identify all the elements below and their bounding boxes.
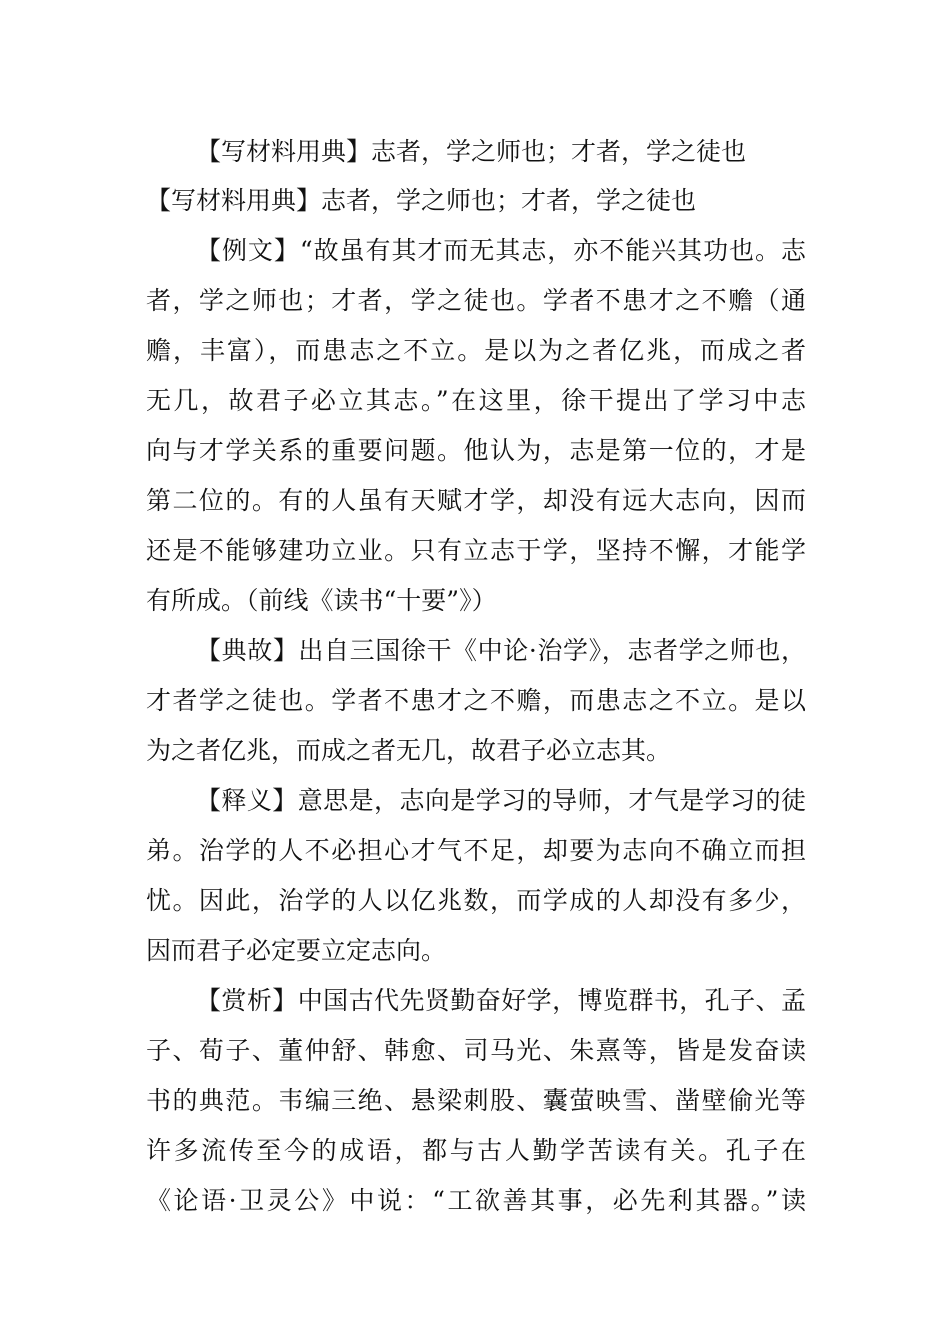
paragraph-line: 许多流传至今的成语，都与古人勤学苦读有关。孔子在	[146, 1136, 806, 1165]
paragraph-line: 才者学之徒也。学者不患才之不赡，而患志之不立。是以	[146, 686, 806, 715]
paragraph-line: 因而君子必定要立定志向。	[146, 936, 447, 965]
paragraph-line: 无几，故君子必立其志。”在这里，徐干提出了学习中志	[146, 386, 806, 415]
paragraph-line: 【典故】出自三国徐干《中论·治学》，志者学之师也，	[196, 636, 806, 665]
heading-1: 【写材料用典】志者，学之师也；才者，学之徒也	[196, 137, 747, 166]
paragraph-line: 《论语·卫灵公》中说：“工欲善其事，必先利其器。”读	[146, 1186, 806, 1215]
paragraph-line: 第二位的。有的人虽有天赋才学，却没有远大志向，因而	[146, 486, 806, 515]
paragraph-line: 弟。治学的人不必担心才气不足，却要为志向不确立而担	[146, 836, 806, 865]
paragraph-line: 有所成。（前线《读书“十要”》）	[146, 586, 497, 615]
paragraph-line: 【释义】意思是，志向是学习的导师，才气是学习的徒	[196, 786, 806, 815]
paragraph-line: 赡，丰富），而患志之不立。是以为之者亿兆，而成之者	[146, 336, 806, 365]
paragraph-line: 为之者亿兆，而成之者无几，故君子必立志其。	[146, 736, 672, 765]
paragraph-line: 书的典范。韦编三绝、悬梁刺股、囊萤映雪、凿壁偷光等	[146, 1086, 806, 1115]
paragraph-line: 还是不能够建功立业。只有立志于学，坚持不懈，才能学	[146, 536, 806, 565]
heading-2: 【写材料用典】志者，学之师也；才者，学之徒也	[146, 186, 697, 215]
paragraph-line: 子、荀子、董仲舒、韩愈、司马光、朱熹等，皆是发奋读	[146, 1036, 806, 1065]
paragraph-line: 忧。因此，治学的人以亿兆数，而学成的人却没有多少，	[146, 886, 806, 915]
paragraph-line: 【赏析】中国古代先贤勤奋好学，博览群书，孔子、孟	[196, 986, 806, 1015]
paragraph-line: 向与才学关系的重要问题。他认为，志是第一位的，才是	[146, 436, 806, 465]
paragraph-line: 者，学之师也；才者，学之徒也。学者不患才之不赡（通	[146, 286, 806, 315]
paragraph-line: 【例文】“故虽有其才而无其志，亦不能兴其功也。志	[196, 236, 806, 265]
